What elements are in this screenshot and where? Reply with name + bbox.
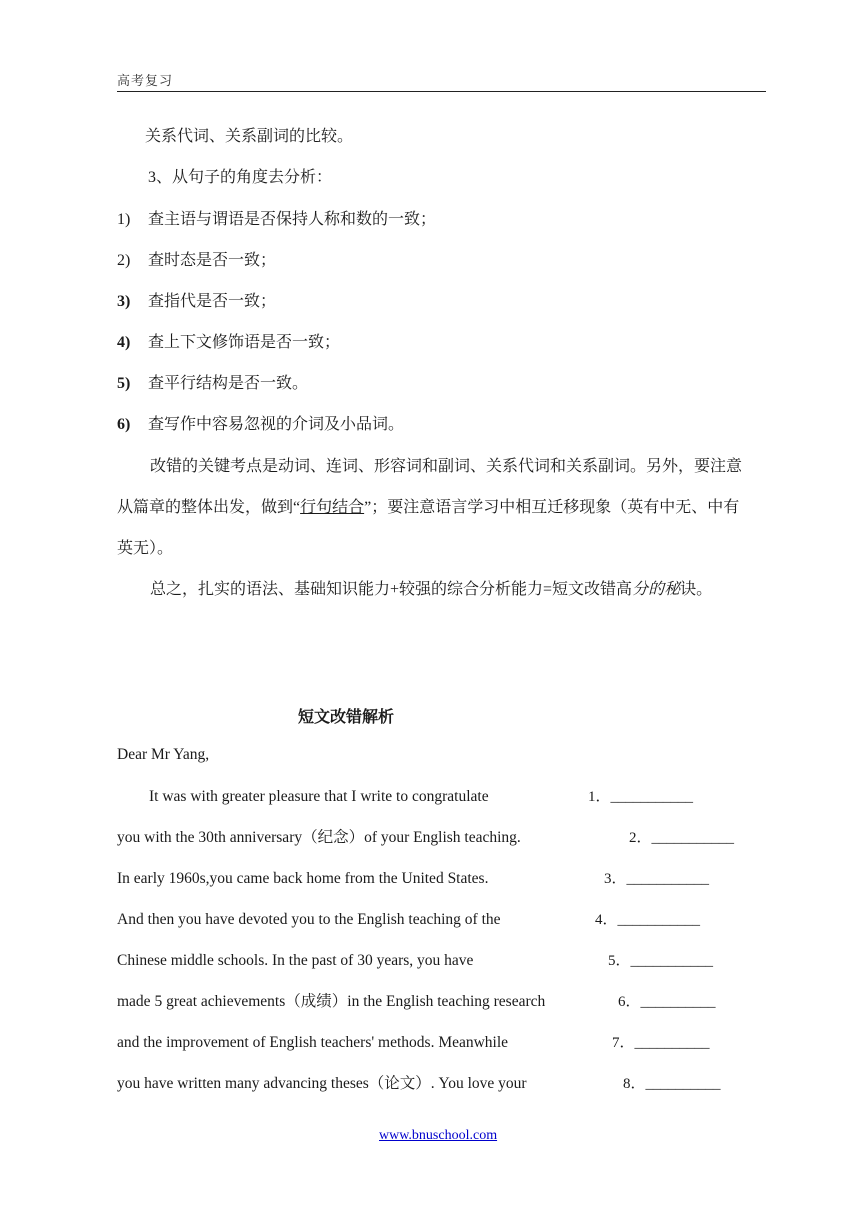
summary-text: 总之，扎实的语法、基础知识能力+较强的综合分析能力=短文改错高 [150, 581, 633, 598]
key-points-line-3: 英无）。 [117, 540, 174, 557]
footer-website-link[interactable]: www.bnuschool.com [379, 1128, 498, 1143]
key-points-underlined: 行句结合 [300, 499, 365, 516]
intro-line-1: 关系代词、关系副词的比较。 [145, 128, 354, 145]
key-points-text: ”；要注意语言学习中相互迁移现象（英有中无、中有 [364, 499, 740, 516]
check-text: 查主语与谓语是否保持人称和数的一致； [148, 211, 437, 228]
passage-line-2: you with the 30th anniversary（纪念）of your English teaching. [117, 829, 521, 846]
key-points-line-1: 改错的关键考点是动词、连词、形容词和副词、关系代词和关系副词。另外，要注意 [150, 458, 743, 475]
summary-italic: 分的秘 [632, 581, 681, 598]
check-number: 3) [117, 293, 131, 310]
passage-line-5: Chinese middle schools. In the past of 30 years, you have [117, 952, 474, 969]
answer-blank-5[interactable]: 5．___________ [608, 953, 714, 969]
check-text: 查指代是否一致； [148, 293, 277, 310]
section-title: 短文改错解析 [298, 707, 395, 726]
header-divider [117, 91, 766, 92]
salutation: Dear Mr Yang, [117, 746, 210, 763]
answer-blank-2[interactable]: 2．___________ [629, 830, 735, 846]
key-points-line-2 [117, 498, 739, 518]
answer-blank-8[interactable]: 8．__________ [623, 1076, 721, 1092]
summary-text: 诀。 [680, 581, 713, 598]
answer-blank-1[interactable]: 1．___________ [588, 789, 694, 805]
answer-blank-4[interactable]: 4．___________ [595, 912, 701, 928]
summary-line [150, 580, 712, 600]
check-text: 查写作中容易忽视的介词及小品词。 [148, 416, 405, 433]
answer-blank-6[interactable]: 6．__________ [618, 994, 716, 1010]
passage-line-4: And then you have devoted you to the English teaching of the [117, 911, 501, 928]
passage-line-8: you have written many advancing theses（论文）. You love your [117, 1075, 527, 1092]
check-item-1 [117, 210, 436, 230]
check-item-4 [117, 333, 340, 353]
check-item-2 [117, 251, 276, 271]
check-number: 1) [117, 211, 131, 228]
intro-line-2: 3、从句子的角度去分析： [148, 169, 333, 186]
passage-line-6: made 5 great achievements（成绩）in the English teaching research [117, 993, 546, 1010]
answer-blank-3[interactable]: 3．___________ [604, 871, 710, 887]
key-points-text: 从篇章的整体出发，做到“ [117, 499, 301, 516]
check-text: 查时态是否一致； [148, 252, 277, 269]
passage-line-1: It was with greater pleasure that I write to congratulate [149, 788, 489, 805]
check-item-6 [117, 415, 404, 435]
check-item-5 [117, 374, 308, 394]
passage-line-7: and the improvement of English teachers' methods. Meanwhile [117, 1034, 509, 1051]
check-number: 4) [117, 334, 131, 351]
check-text: 查平行结构是否一致。 [148, 375, 309, 392]
passage-line-3: In early 1960s,you came back home from the United States. [117, 870, 489, 887]
check-number: 6) [117, 416, 131, 433]
check-number: 2) [117, 252, 131, 269]
check-item-3 [117, 292, 276, 312]
page-header: 高考复习 [117, 73, 174, 88]
check-text: 查上下文修饰语是否一致； [148, 334, 341, 351]
answer-blank-7[interactable]: 7．__________ [612, 1035, 710, 1051]
check-number: 5) [117, 375, 131, 392]
